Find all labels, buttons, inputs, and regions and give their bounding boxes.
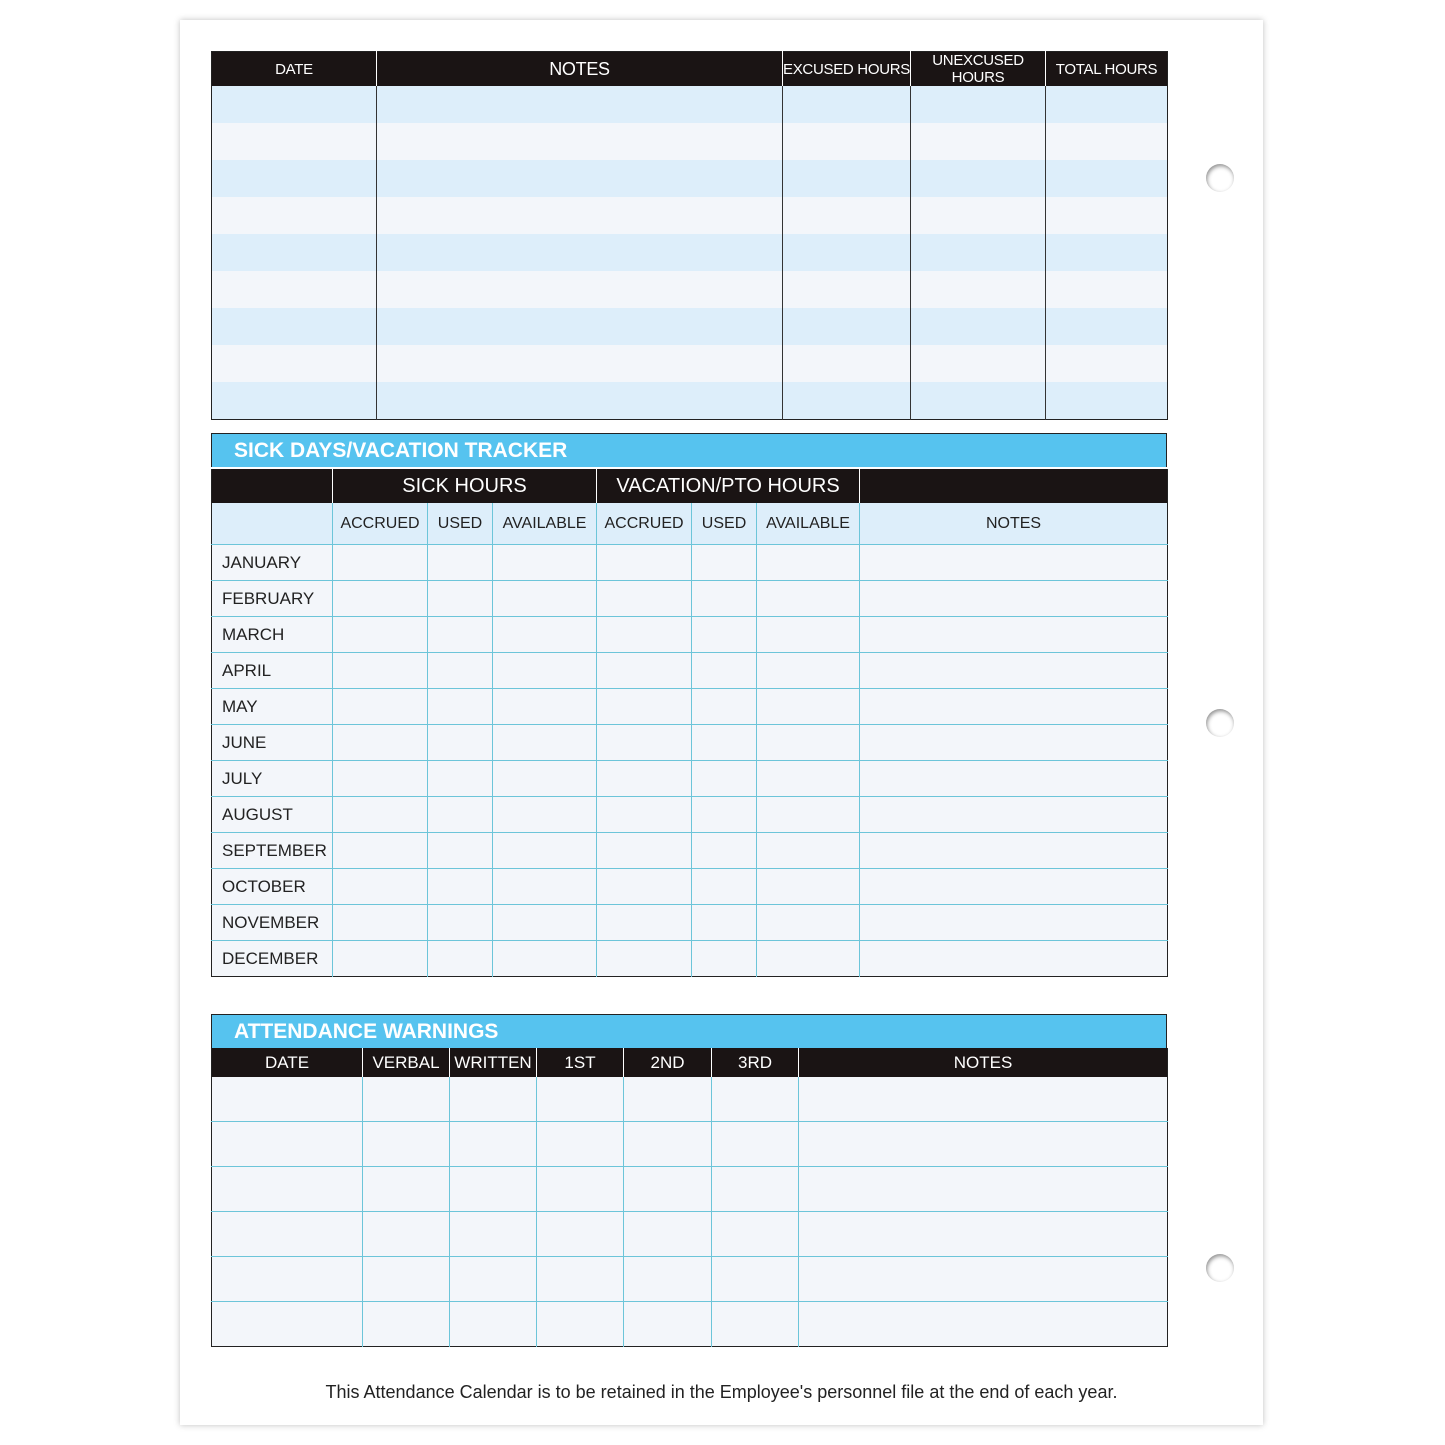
- tracker-cell[interactable]: [692, 761, 757, 797]
- warning-cell[interactable]: [799, 1257, 1168, 1302]
- tracker-cell[interactable]: [428, 617, 493, 653]
- tracker-cell[interactable]: [428, 797, 493, 833]
- tracker-cell[interactable]: [428, 545, 493, 581]
- tracker-cell[interactable]: [860, 653, 1168, 689]
- tracker-cell[interactable]: [333, 797, 428, 833]
- month-row: [212, 689, 1168, 725]
- warning-cell[interactable]: [712, 1167, 799, 1212]
- warning-cell[interactable]: [537, 1257, 624, 1302]
- tracker-cell[interactable]: [757, 545, 860, 581]
- warning-cell[interactable]: [712, 1257, 799, 1302]
- tracker-cell[interactable]: [757, 761, 860, 797]
- vacation-accrued-subheader: ACCRUED: [597, 503, 692, 545]
- binder-hole: [1206, 709, 1234, 737]
- blank-header: [860, 469, 1168, 503]
- log-cell[interactable]: [377, 197, 783, 234]
- first-header: 1ST: [537, 1048, 624, 1077]
- tracker-cell[interactable]: [333, 761, 428, 797]
- tracker-cell[interactable]: [757, 653, 860, 689]
- month-label: MAY: [212, 689, 333, 725]
- tracker-cell[interactable]: [757, 869, 860, 905]
- warning-cell[interactable]: [799, 1122, 1168, 1167]
- month-label: APRIL: [212, 653, 333, 689]
- log-cell[interactable]: [212, 234, 377, 271]
- month-label: JANUARY: [212, 545, 333, 581]
- second-header: 2ND: [624, 1048, 712, 1077]
- footer-note: This Attendance Calendar is to be retained in the Employee's personnel file at the end of each year.: [325, 1382, 1118, 1402]
- warning-cell[interactable]: [363, 1302, 450, 1347]
- month-row: [212, 833, 1168, 869]
- tracker-cell[interactable]: [493, 833, 597, 869]
- warning-cell[interactable]: [624, 1212, 712, 1257]
- log-cell[interactable]: [1046, 271, 1168, 308]
- log-cell[interactable]: [911, 123, 1046, 160]
- warning-cell[interactable]: [450, 1077, 537, 1122]
- tracker-cell[interactable]: [428, 869, 493, 905]
- tracker-cell[interactable]: [333, 725, 428, 761]
- tracker-cell[interactable]: [428, 941, 493, 977]
- vacation-used-subheader: USED: [692, 503, 757, 545]
- warning-cell[interactable]: [712, 1212, 799, 1257]
- warning-row: [212, 1122, 1168, 1167]
- tracker-cell[interactable]: [333, 581, 428, 617]
- notes-header: NOTES: [377, 52, 783, 87]
- tracker-cell[interactable]: [493, 725, 597, 761]
- warning-cell[interactable]: [450, 1122, 537, 1167]
- tracker-cell[interactable]: [692, 653, 757, 689]
- verbal-header: VERBAL: [363, 1048, 450, 1077]
- date-header: DATE: [212, 52, 377, 87]
- warning-cell[interactable]: [537, 1167, 624, 1212]
- tracker-cell[interactable]: [493, 941, 597, 977]
- tracker-cell[interactable]: [860, 545, 1168, 581]
- log-cell[interactable]: [783, 234, 911, 271]
- log-row: [212, 308, 1168, 345]
- warning-cell[interactable]: [212, 1257, 363, 1302]
- log-cell[interactable]: [212, 160, 377, 197]
- month-label: SEPTEMBER: [212, 833, 333, 869]
- month-row: [212, 941, 1168, 977]
- warning-cell[interactable]: [537, 1122, 624, 1167]
- tracker-cell[interactable]: [597, 941, 692, 977]
- warning-cell[interactable]: [450, 1257, 537, 1302]
- tracker-cell[interactable]: [597, 833, 692, 869]
- sick-hours-header: SICK HOURS: [333, 469, 597, 503]
- log-cell[interactable]: [911, 197, 1046, 234]
- month-label: MARCH: [212, 617, 333, 653]
- log-cell[interactable]: [783, 271, 911, 308]
- log-cell[interactable]: [212, 86, 377, 123]
- tracker-cell[interactable]: [493, 617, 597, 653]
- tracker-cell[interactable]: [860, 833, 1168, 869]
- tracker-cell[interactable]: [333, 617, 428, 653]
- warning-cell[interactable]: [212, 1302, 363, 1347]
- warning-cell[interactable]: [624, 1122, 712, 1167]
- log-cell[interactable]: [1046, 160, 1168, 197]
- attendance-warnings-table: [211, 1048, 1168, 1347]
- log-cell[interactable]: [783, 123, 911, 160]
- tracker-cell[interactable]: [597, 653, 692, 689]
- tracker-cell[interactable]: [860, 869, 1168, 905]
- tracker-cell[interactable]: [757, 581, 860, 617]
- warning-row: [212, 1302, 1168, 1347]
- sick-vacation-table: [211, 469, 1168, 977]
- tracker-cell[interactable]: [597, 797, 692, 833]
- tracker-cell[interactable]: [597, 761, 692, 797]
- tracker-cell[interactable]: [692, 545, 757, 581]
- tracker-cell[interactable]: [333, 653, 428, 689]
- tracker-cell[interactable]: [493, 653, 597, 689]
- warning-cell[interactable]: [363, 1212, 450, 1257]
- month-row: [212, 761, 1168, 797]
- log-row: [212, 123, 1168, 160]
- tracker-cell[interactable]: [757, 725, 860, 761]
- log-cell[interactable]: [377, 308, 783, 345]
- log-cell[interactable]: [377, 86, 783, 123]
- log-row: [212, 86, 1168, 123]
- tracker-cell[interactable]: [860, 617, 1168, 653]
- tracker-cell[interactable]: [493, 689, 597, 725]
- sick-available-subheader: AVAILABLE: [493, 503, 597, 545]
- sick-accrued-subheader: ACCRUED: [333, 503, 428, 545]
- unexcused-hours-header: UNEXCUSED HOURS: [911, 52, 1046, 87]
- warning-cell[interactable]: [799, 1077, 1168, 1122]
- log-row: [212, 234, 1168, 271]
- month-row: [212, 545, 1168, 581]
- log-cell[interactable]: [1046, 197, 1168, 234]
- warning-cell[interactable]: [624, 1167, 712, 1212]
- month-label: JULY: [212, 761, 333, 797]
- month-row: [212, 797, 1168, 833]
- tracker-cell[interactable]: [860, 797, 1168, 833]
- attendance-warnings-title: ATTENDANCE WARNINGS: [211, 1014, 1167, 1048]
- warning-row: [212, 1257, 1168, 1302]
- tracker-cell[interactable]: [333, 833, 428, 869]
- log-row: [212, 197, 1168, 234]
- warning-cell[interactable]: [450, 1302, 537, 1347]
- tracker-cell[interactable]: [428, 833, 493, 869]
- log-cell[interactable]: [212, 308, 377, 345]
- tracker-cell[interactable]: [428, 653, 493, 689]
- tracker-cell[interactable]: [860, 581, 1168, 617]
- tracker-cell[interactable]: [428, 905, 493, 941]
- tracker-cell[interactable]: [692, 689, 757, 725]
- tracker-cell[interactable]: [493, 545, 597, 581]
- log-cell[interactable]: [377, 160, 783, 197]
- notes-subheader: NOTES: [860, 503, 1168, 545]
- log-row: [212, 160, 1168, 197]
- month-row: [212, 617, 1168, 653]
- tracker-cell[interactable]: [333, 869, 428, 905]
- log-cell[interactable]: [1046, 382, 1168, 420]
- tracker-cell[interactable]: [493, 761, 597, 797]
- log-cell[interactable]: [783, 160, 911, 197]
- tracker-cell[interactable]: [428, 689, 493, 725]
- log-cell[interactable]: [1046, 234, 1168, 271]
- tracker-cell[interactable]: [597, 905, 692, 941]
- warning-cell[interactable]: [624, 1077, 712, 1122]
- third-header: 3RD: [712, 1048, 799, 1077]
- tracker-cell[interactable]: [692, 581, 757, 617]
- tracker-cell[interactable]: [692, 725, 757, 761]
- warning-cell[interactable]: [799, 1212, 1168, 1257]
- tracker-cell[interactable]: [860, 725, 1168, 761]
- tracker-cell[interactable]: [333, 545, 428, 581]
- log-cell[interactable]: [377, 345, 783, 382]
- tracker-cell[interactable]: [757, 941, 860, 977]
- warning-row: [212, 1167, 1168, 1212]
- log-cell[interactable]: [783, 197, 911, 234]
- warning-cell[interactable]: [212, 1212, 363, 1257]
- month-label: OCTOBER: [212, 869, 333, 905]
- log-cell[interactable]: [911, 86, 1046, 123]
- tracker-cell[interactable]: [757, 689, 860, 725]
- warning-notes-header: NOTES: [799, 1048, 1168, 1077]
- log-cell[interactable]: [911, 160, 1046, 197]
- tracker-cell[interactable]: [597, 581, 692, 617]
- tracker-cell[interactable]: [493, 869, 597, 905]
- month-row: [212, 581, 1168, 617]
- warning-date-header: DATE: [212, 1048, 363, 1077]
- log-cell[interactable]: [377, 123, 783, 160]
- log-cell[interactable]: [911, 234, 1046, 271]
- tracker-cell[interactable]: [493, 905, 597, 941]
- warning-row: [212, 1212, 1168, 1257]
- month-subheader: [212, 503, 333, 545]
- tracker-cell[interactable]: [597, 725, 692, 761]
- tracker-cell[interactable]: [333, 941, 428, 977]
- warning-cell[interactable]: [212, 1077, 363, 1122]
- log-cell[interactable]: [1046, 308, 1168, 345]
- binder-hole: [1206, 164, 1234, 192]
- tracker-cell[interactable]: [860, 905, 1168, 941]
- tracker-cell[interactable]: [333, 905, 428, 941]
- warning-cell[interactable]: [624, 1257, 712, 1302]
- warning-cell[interactable]: [363, 1122, 450, 1167]
- tracker-cell[interactable]: [757, 617, 860, 653]
- warning-cell[interactable]: [799, 1167, 1168, 1212]
- month-row: [212, 653, 1168, 689]
- month-row: [212, 869, 1168, 905]
- tracker-cell[interactable]: [597, 617, 692, 653]
- log-cell[interactable]: [783, 345, 911, 382]
- month-label: DECEMBER: [212, 941, 333, 977]
- log-cell[interactable]: [911, 345, 1046, 382]
- binder-hole: [1206, 1254, 1234, 1282]
- vacation-available-subheader: AVAILABLE: [757, 503, 860, 545]
- warning-cell[interactable]: [363, 1257, 450, 1302]
- month-row: [212, 905, 1168, 941]
- excused-hours-header: EXCUSED HOURS: [783, 52, 911, 87]
- warning-cell[interactable]: [450, 1167, 537, 1212]
- tracker-cell[interactable]: [860, 689, 1168, 725]
- hours-log-table: [211, 51, 1168, 420]
- written-header: WRITTEN: [450, 1048, 537, 1077]
- log-cell[interactable]: [212, 123, 377, 160]
- month-row: [212, 725, 1168, 761]
- log-cell[interactable]: [212, 382, 377, 420]
- planner-page: [180, 20, 1263, 1425]
- tracker-cell[interactable]: [692, 617, 757, 653]
- total-hours-header: TOTAL HOURS: [1046, 52, 1168, 87]
- log-cell[interactable]: [212, 345, 377, 382]
- warning-cell[interactable]: [712, 1302, 799, 1347]
- warning-cell[interactable]: [799, 1302, 1168, 1347]
- tracker-cell[interactable]: [692, 905, 757, 941]
- tracker-cell[interactable]: [333, 689, 428, 725]
- warning-cell[interactable]: [537, 1212, 624, 1257]
- tracker-cell[interactable]: [493, 797, 597, 833]
- log-cell[interactable]: [212, 271, 377, 308]
- tracker-cell[interactable]: [428, 581, 493, 617]
- month-label: JUNE: [212, 725, 333, 761]
- log-row: [212, 345, 1168, 382]
- log-cell[interactable]: [377, 234, 783, 271]
- tracker-cell[interactable]: [860, 761, 1168, 797]
- log-cell[interactable]: [377, 271, 783, 308]
- warning-cell[interactable]: [712, 1122, 799, 1167]
- tracker-cell[interactable]: [692, 797, 757, 833]
- tracker-cell[interactable]: [757, 905, 860, 941]
- tracker-cell[interactable]: [692, 833, 757, 869]
- log-cell[interactable]: [1046, 345, 1168, 382]
- tracker-cell[interactable]: [692, 869, 757, 905]
- tracker-cell[interactable]: [597, 689, 692, 725]
- warning-cell[interactable]: [212, 1167, 363, 1212]
- month-label: AUGUST: [212, 797, 333, 833]
- log-row: [212, 382, 1168, 420]
- sick-used-subheader: USED: [428, 503, 493, 545]
- warning-cell[interactable]: [363, 1077, 450, 1122]
- tracker-cell[interactable]: [757, 833, 860, 869]
- log-cell[interactable]: [911, 382, 1046, 420]
- tracker-cell[interactable]: [860, 941, 1168, 977]
- log-cell[interactable]: [911, 271, 1046, 308]
- tracker-cell[interactable]: [428, 761, 493, 797]
- warning-row: [212, 1077, 1168, 1122]
- tracker-cell[interactable]: [757, 797, 860, 833]
- warning-cell[interactable]: [450, 1212, 537, 1257]
- month-label: NOVEMBER: [212, 905, 333, 941]
- tracker-cell[interactable]: [428, 725, 493, 761]
- log-cell[interactable]: [1046, 86, 1168, 123]
- blank-header: [212, 469, 333, 503]
- log-cell[interactable]: [212, 197, 377, 234]
- warning-cell[interactable]: [624, 1302, 712, 1347]
- tracker-cell[interactable]: [597, 545, 692, 581]
- log-cell[interactable]: [911, 308, 1046, 345]
- tracker-cell[interactable]: [597, 869, 692, 905]
- warning-cell[interactable]: [712, 1077, 799, 1122]
- warning-cell[interactable]: [537, 1077, 624, 1122]
- warning-cell[interactable]: [363, 1167, 450, 1212]
- warning-cell[interactable]: [537, 1302, 624, 1347]
- log-cell[interactable]: [1046, 123, 1168, 160]
- log-cell[interactable]: [783, 86, 911, 123]
- log-cell[interactable]: [783, 382, 911, 420]
- tracker-cell[interactable]: [493, 581, 597, 617]
- month-label: FEBRUARY: [212, 581, 333, 617]
- log-row: [212, 271, 1168, 308]
- sick-vacation-title: SICK DAYS/VACATION TRACKER: [211, 433, 1167, 467]
- vacation-pto-hours-header: VACATION/PTO HOURS: [597, 469, 860, 503]
- tracker-cell[interactable]: [692, 941, 757, 977]
- warning-cell[interactable]: [212, 1122, 363, 1167]
- log-cell[interactable]: [377, 382, 783, 420]
- log-cell[interactable]: [783, 308, 911, 345]
